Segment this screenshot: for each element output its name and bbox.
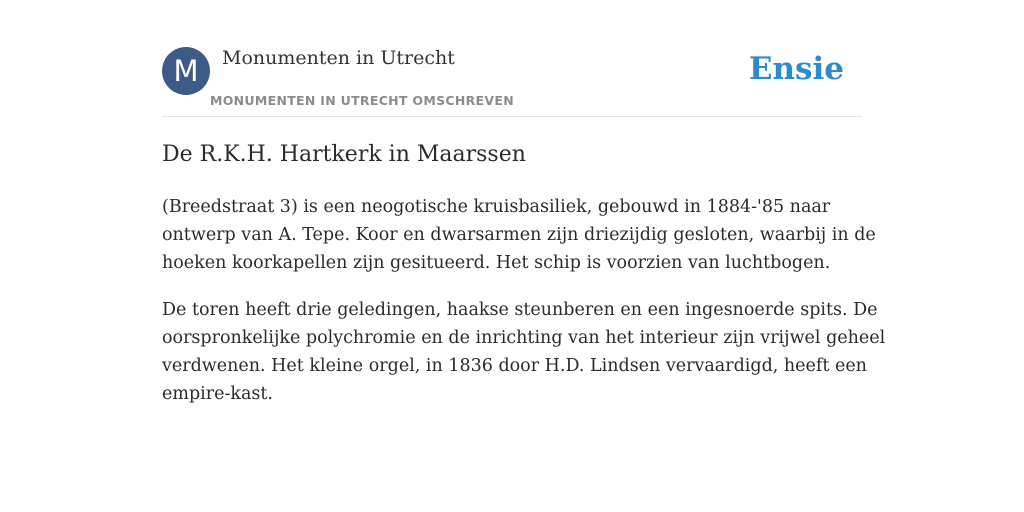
paragraph-line: (Breedstraat 3) is een neogotische kruisbasiliek, gebouwd in 1884-'85 naar bbox=[162, 197, 831, 217]
paragraph-line: verdwenen. Het kleine orgel, in 1836 door H.D. Lindsen vervaardigd, heeft een bbox=[162, 356, 867, 376]
article-body bbox=[162, 193, 886, 427]
paragraph-line: hoeken koorkapellen zijn gesitueerd. Het schip is voorzien van luchtbogen. bbox=[162, 253, 831, 273]
paragraph-line: De toren heeft drie geledingen, haakse steunberen en een ingesnoerde spits. De bbox=[162, 300, 878, 320]
paragraph-line: ontwerp van A. Tepe. Koor en dwarsarmen zijn driezijdig gesloten, waarbij in de bbox=[162, 225, 876, 245]
header bbox=[162, 46, 862, 117]
source-subtitle: MONUMENTEN IN UTRECHT OMSCHREVEN bbox=[210, 93, 514, 108]
avatar[interactable]: M bbox=[162, 47, 210, 95]
brand-logo[interactable]: Ensie bbox=[748, 51, 844, 87]
source-title[interactable]: Monumenten in Utrecht bbox=[222, 47, 455, 69]
paragraph bbox=[162, 193, 876, 277]
article-title: De R.K.H. Hartkerk in Maarssen bbox=[162, 142, 526, 167]
paragraph-line: empire-kast. bbox=[162, 384, 273, 404]
paragraph bbox=[162, 296, 886, 408]
paragraph-line: oorspronkelijke polychromie en de inrichting van het interieur zijn vrijwel geheel bbox=[162, 328, 886, 348]
